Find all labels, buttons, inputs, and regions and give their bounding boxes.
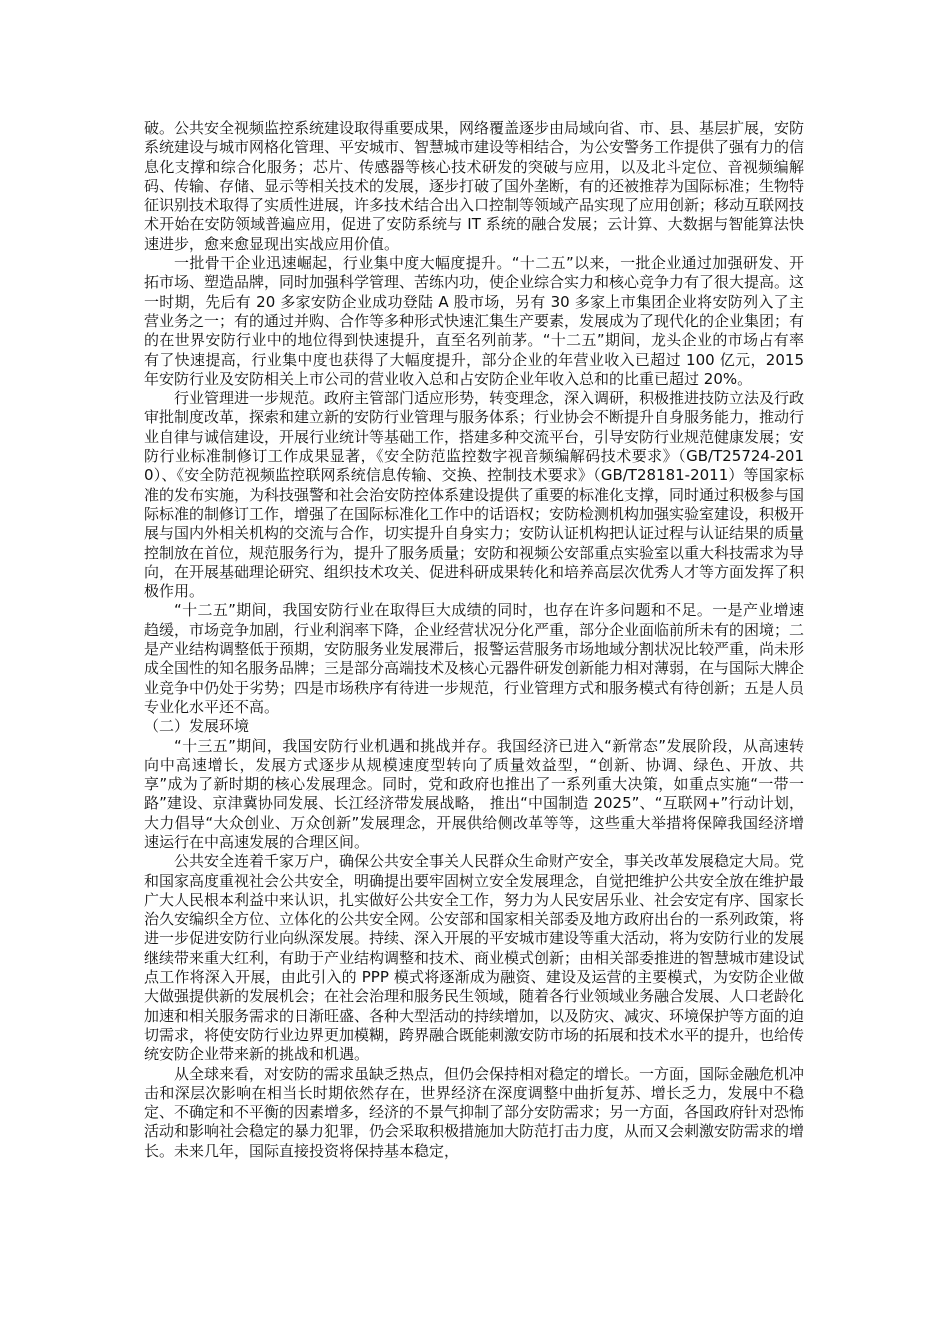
section-heading-development-environment: （二）发展环境 (144, 717, 250, 736)
paragraph-public-security: 公共安全连着千家万户，确保公共安全事关人民群众生命财产安全，事关改革发展稳定大局。党和国家高度重视社会公共安全，明确提出要牢固树立安全发展理念，自觉把维护公共安全放在维护最广大人民根本利益中来认识，扎实做好公共安全工作，努力为人民安居乐业、社会安定有序、国家长治久安编织全方位、立体化的公共安全网。公安部和国家相关部委及地方政府出台的一系列政策，将进一步促进安防行业向纵深发展。持续、深入开展的平安城市建设等重大活动，将为安防行业的发展继续带来重大红利，有助于产业结构调整和技术、商业模式创新；由相关部委推进的智慧城市建设试点工作将深入开展，由此引入的 PPP 模式将逐渐成为融资、建设及运营的主要模式，为安防企业做大做强提供新的发展机会；在社会治理和服务民生领域，随着各行业领域业务融合发展、人口老龄化加速和相关服务需求的日渐旺盛、各种大型活动的持续增加，以及防灾、减灾、环境保护等方面的迫切需求，将使安防行业边界更加模糊，跨界融合既能刺激安防市场的拓展和技术水平的提升，也给传统安防企业带来新的挑战和机遇。 (144, 852, 805, 1064)
paragraph-backbone-enterprises: 一批骨干企业迅速崛起，行业集中度大幅度提升。“十二五”以来，一批企业通过加强研发、开拓市场、塑造品牌，同时加强科学管理、苦练内功，使企业综合实力和核心竞争力有了很大提高。这一时期，先后有 20 多家安防企业成功登陆 A 股市场，另有 30 多家上市集团企业将安防列入了主营业务之一；有的通过并购、合作等多种形式快速汇集生产要素，发展成为了现代化的企业集团；有的在世界安防行业中的地位得到快速提升，直至名列前茅。“十二五”期间，龙头企业的市场占有率有了快速提高，行业集中度也获得了大幅度提升，部分企业的年营业收入已超过 100 亿元，2015 年安防行业及安防相关上市公司的营业收入总和占安防企业年收入总和的比重已超过 20%。 (144, 254, 805, 388)
document-body (144, 119, 804, 1161)
paragraph-13th-five-year: “十三五”期间，我国安防行业机遇和挑战并存。我国经济已进入“新常态”发展阶段，从高速转向中高速增长，发展方式逐步从规模速度型转向了质量效益型，“创新、协调、绿色、开放、共享”成为了新时期的核心发展理念。同时，党和政府也推出了一系列重大决策，如重点实施“一带一路”建设、京津冀协同发展、长江经济带发展战略， 推出“中国制造 2025”、“互联网+”行动计划，大力倡导“大众创业、万众创新”发展理念，开展供给侧改革等等，这些重大举措将保障我国经济增速运行在中高速发展的合理区间。 (144, 736, 804, 851)
paragraph-global-outlook: 从全球来看，对安防的需求虽缺乏热点，但仍会保持相对稳定的增长。一方面，国际金融危机冲击和深层次影响在相当长时期依然存在，世界经济在深度调整中曲折复苏、增长乏力，发展中不稳定、不确定和不平衡的因素增多，经济的不景气抑制了部分安防需求；另一方面，各国政府针对恐怖活动和影响社会稳定的暴力犯罪，仍会采取积极措施加大防范打击力度，从而又会刺激安防需求的增长。未来几年，国际直接投资将保持基本稳定， (144, 1064, 805, 1160)
paragraph-problems: “十二五”期间，我国安防行业在取得巨大成绩的同时，也存在许多问题和不足。一是产业增速趋缓，市场竞争加剧，行业利润率下降，企业经营状况分化严重，部分企业面临前所未有的困境；二是产业结构调整低于预期，安防服务业发展滞后，报警运营服务市场地域分割状况比较严重，尚未形成全国性的知名服务品牌；三是部分高端技术及核心元器件研发创新能力相对薄弱，在与国际大牌企业竞争中仍处于劣势；四是市场秩序有待进一步规范，行业管理方式和服务模式有待创新；五是人员专业化水平还不高。 (144, 601, 805, 716)
paragraph-industry-management: 行业管理进一步规范。政府主管部门适应形势，转变理念，深入调研，积极推进技防立法及行政审批制度改革，探索和建立新的安防行业管理与服务体系；行业协会不断提升自身服务能力，推动行业自律与诚信建设，开展行业统计等基础工作，搭建多种交流平台，引导安防行业规范健康发展；安防行业标准制修订工作成果显著，《安全防范监控数字视音频编解码技术要求》（GB/T25724-2010）、《安全防范视频监控联网系统信息传输、交换、控制技术要求》（GB/T28181-2011）等国家标准的发布实施，为科技强警和社会治安防控体系建设提供了重要的标准化支撑，同时通过积极参与国际标准的制修订工作，增强了在国际标准化工作中的话语权；安防检测机构加强实验室建设，积极开展与国内外相关机构的交流与合作，切实提升自身实力；安防认证机构把认证过程与认证结果的质量控制放在首位，规范服务行为，提升了服务质量；安防和视频公安部重点实验室以重大科技需求为导向，在开展基础理论研究、组织技术攻关、促进科研成果转化和培养高层次优秀人才等方面发挥了积极作用。 (144, 389, 805, 601)
paragraph-continuation: 破。公共安全视频监控系统建设取得重要成果，网络覆盖逐步由局域向省、市、县、基层扩展，安防系统建设与城市网格化管理、平安城市、智慧城市建设等相结合，为公安警务工作提供了强有力的信息化支撑和综合化服务；芯片、传感器等核心技术研发的突破与应用，以及北斗定位、音视频编解码、传输、存储、显示等相关技术的发展，逐步打破了国外垄断，有的还被推荐为国际标准；生物特征识别技术取得了实质性进展，许多技术结合出入口控制等领域产品实现了应用创新；移动互联网技术开始在安防领域普遍应用，促进了安防系统与 IT 系统的融合发展；云计算、大数据与智能算法快速进步，愈来愈显现出实战应用价值。 (144, 119, 805, 253)
